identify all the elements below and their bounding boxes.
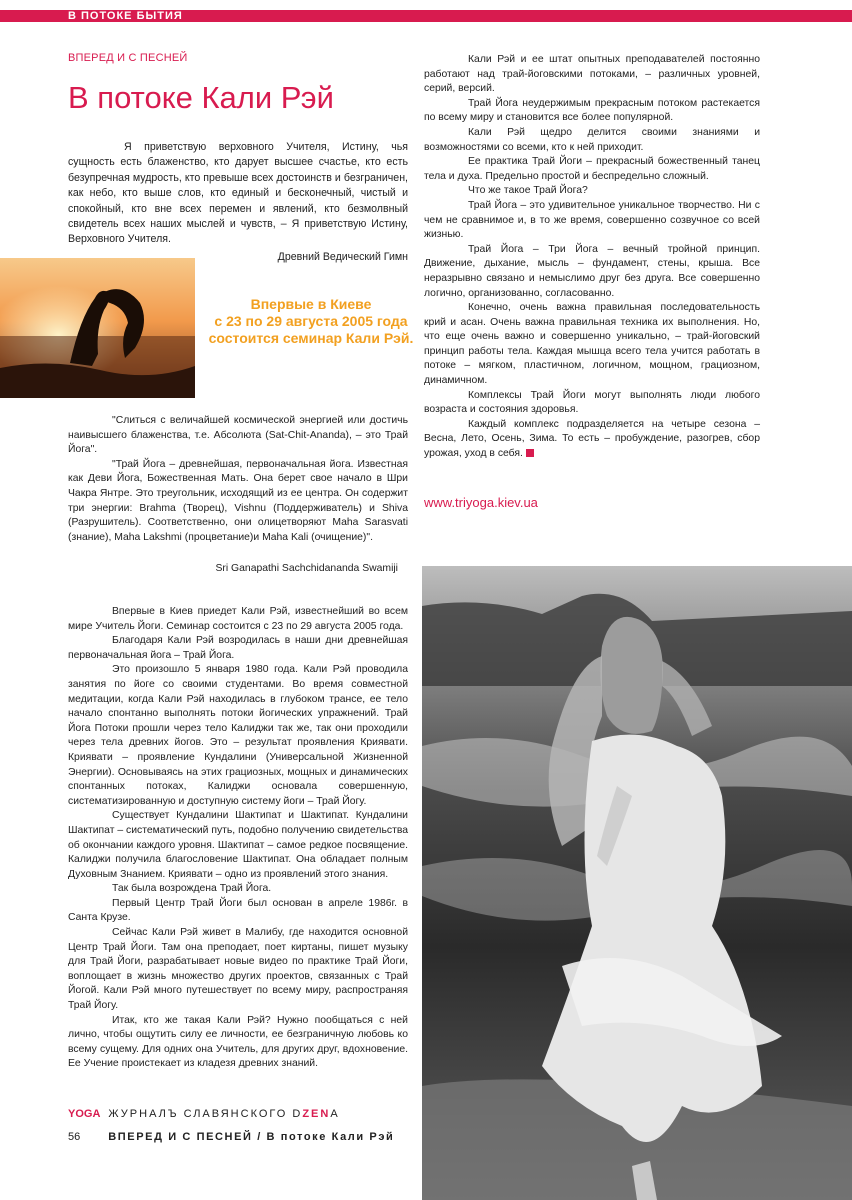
quote-paragraph: "Трай Йога – древнейшая, первоначальная йога. Известная как Деви Йога, Божественная Мать. Она берет свое начало в Шри Чакра Янтре. Это треугольник, исходящий из ее центра. Он содержит три энергии: Brahma (Творец), Vishnu (Поддерживатель) и Shiva (Разрушитель). Соответственно, они олицетворяют Maha Sarasvati (знание), Maha Lakshmi (процветание)и Maha Kali (очищение)".: [68, 458, 408, 543]
quote-signature: Sri Ganapathi Sachchidananda Swamiji: [215, 563, 398, 574]
section-label: В ПОТОКЕ БЫТИЯ: [68, 10, 183, 22]
article-paragraph-last: [424, 418, 760, 462]
quote-paragraph: "Слиться с величайшей космической энергией или достичь наивысшего блаженства, т.е. Абсолюта (Sat-Chit-Ananda), – это Трай Йога".: [68, 415, 408, 456]
article-paragraph: Трай Йога неудержимым прекрасным потоком растекается по всему миру и становится все более популярной.: [424, 97, 760, 124]
promo-line-3: состоится семинар Кали Рэй.: [208, 330, 414, 346]
sunset-yoga-photo: [0, 258, 195, 398]
seminar-announcement: [206, 296, 416, 347]
article-paragraph: Итак, кто же такая Кали Рэй? Нужно пообщаться с ней лично, чтобы ощутить силу ее личности, ее безграничную любовь ко всему сущему. Для одних она Учитель, для других друг, вдохновение. Ее Учение проистекает из кладезя древних знаний.: [68, 1014, 408, 1070]
article-paragraph: Впервые в Киев приедет Кали Рэй, известнейший во всем мире Учитель Йоги. Семинар состоится с 23 по 29 августа 2005 года.: [68, 606, 408, 632]
end-mark-icon: [526, 449, 534, 457]
page-number: 56: [68, 1131, 81, 1143]
article-paragraph: Сейчас Кали Рэй живет в Малибу, где находится основной Центр Трай Йоги. Там она преподает, поет киртаны, пишет музыку для Трай Йоги, разрабатывает новые видео по практике Трай Йоги, воплощает в жизнь множество других проектов, связанных с Трай Йогой. Кали Рэй много путешествует по всему миру, распространяя Трай Йогу.: [68, 927, 408, 1012]
article-paragraph: Так была возрождена Трай Йога.: [112, 883, 272, 895]
last-paragraph-text: Каждый комплекс подразделяется на четыре сезона – Весна, Лето, Осень, Зима. То есть – пробуждение, разогрев, сбор урожая, уход в себя.: [424, 418, 760, 460]
article-paragraph: Существует Кундалини Шактипат и Шактипат. Кундалини Шактипат – систематический путь, подобно получению свидетельства об окончании каждого уровня. Шактипат – самое редкое посвящение. Калиджи получила благословение Шактипат. Она обладает полным Духовным Знанием. Криявати – одно из проявлений этого знания.: [68, 810, 409, 880]
promo-line-2: с 23 по 29 августа 2005 года: [214, 313, 408, 329]
article-paragraph: Конечно, очень важна правильная последовательность крий и асан. Очень важна правильная техника их выполнения. Но, что еще очень важно и совершенно уникально, – трай-йоговский принцип работы тела. Каждая мышца всего тела учится работать в потоке – мягком, пластичном, логичном, мощном, грациозном, динамичном.: [424, 302, 760, 387]
article-paragraph: Что же такое Трай Йога?: [468, 185, 588, 197]
promo-line-1: Впервые в Киеве: [250, 296, 372, 312]
kali-ray-beach-photo: [422, 566, 852, 1200]
intro-signature: Древний Ведический Гимн: [277, 250, 408, 263]
article-paragraph: Трай Йога – это удивительное уникальное творчество. Ни с чем не сравнимое и, в то же время, совершенно созвучное со всей жизнью.: [424, 199, 760, 241]
yoga-logo: YOGA: [68, 1108, 101, 1120]
journal-suffix: A: [330, 1108, 340, 1120]
main-article-column: [68, 605, 408, 1072]
article-paragraph: Трай Йога – Три Йога – вечный тройной принцип. Движение, дыхание, мысль – фундамент, стены, крыша. Все неразрывно связано и немыслимо друг без друга. Все совершенно логично, организованно, согласованно.: [424, 243, 760, 299]
journal-name: ЖУРНАЛЪ СЛАВЯНСКОГО D: [108, 1108, 303, 1120]
intro-text: Я приветствую верховного Учителя, Истину, чья сущность есть блаженство, кто дарует высшее счастье, кто есть безупречная мудрость, кто превыше всех достоинств и безграничен, как небо, кто выше слов, кто единый и бесконечный, чистый и спокойный, кто вне всех перемен и явлений, кто безмолвный свидетель всех наших мыслей и чувств, – Я приветствую Истину, Верховного Учителя.: [68, 141, 408, 246]
kicker: ВПЕРЕД И С ПЕСНЕЙ: [68, 52, 188, 64]
article-paragraph: Кали Рэй щедро делится своими знаниями и возможностями со всеми, кто к ней приходит.: [424, 126, 760, 153]
journal-brand: [68, 1108, 340, 1120]
running-title: ВПЕРЕД И С ПЕСНЕЙ / В потоке Кали Рэй: [108, 1131, 395, 1143]
running-footer: [68, 1131, 394, 1143]
article-paragraph: Первый Центр Трай Йоги был основан в апреле 1986г. в Санта Крузе.: [68, 897, 408, 924]
article-paragraph: Комплексы Трай Йоги могут выполнять люди любого возраста и состояния здоровья.: [424, 389, 760, 416]
intro-hymn: [68, 140, 408, 265]
right-article-column: [424, 53, 760, 462]
article-paragraph: Кали Рэй и ее штат опытных преподавателей постоянно работают над трай-йоговскими потоками, – различных уровней, серий, версий.: [424, 54, 760, 95]
article-paragraph: Ее практика Трай Йоги – прекрасный божественный танец тела и духа. Предельно простой и беспредельно сложный.: [424, 156, 760, 182]
article-paragraph: Благодаря Кали Рэй возродилась в наши дни древнейшая первоначальная йога – Трай Йога.: [68, 635, 408, 661]
website-link[interactable]: www.triyoga.kiev.ua: [424, 495, 538, 510]
guru-quote: [68, 414, 408, 545]
article-paragraph: Это произошло 5 января 1980 года. Кали Рэй проводила занятия по йоге со своими студентами. Во время совместной медитации, когда Кали Рэй находилась в глубоком трансе, ее тело начало спонтанно выполнять потоки йогических упражнений. Трай Йога Потоки прошли через тело Калиджи так же, так они проходили через тела древних йогов. Это – результат проявления Криявати. Криявати – проявление Кундалини (Универсальной Жизненной Энергии). Основываясь на этих грациозных, мощных и динамических спонтанных потоках, Калиджи основала совершенную, систематизированную и доступную систему йоги – Трай Йогу.: [68, 664, 408, 807]
page-title: В потоке Кали Рэй: [68, 80, 334, 115]
journal-zena: ZEN: [302, 1108, 331, 1120]
